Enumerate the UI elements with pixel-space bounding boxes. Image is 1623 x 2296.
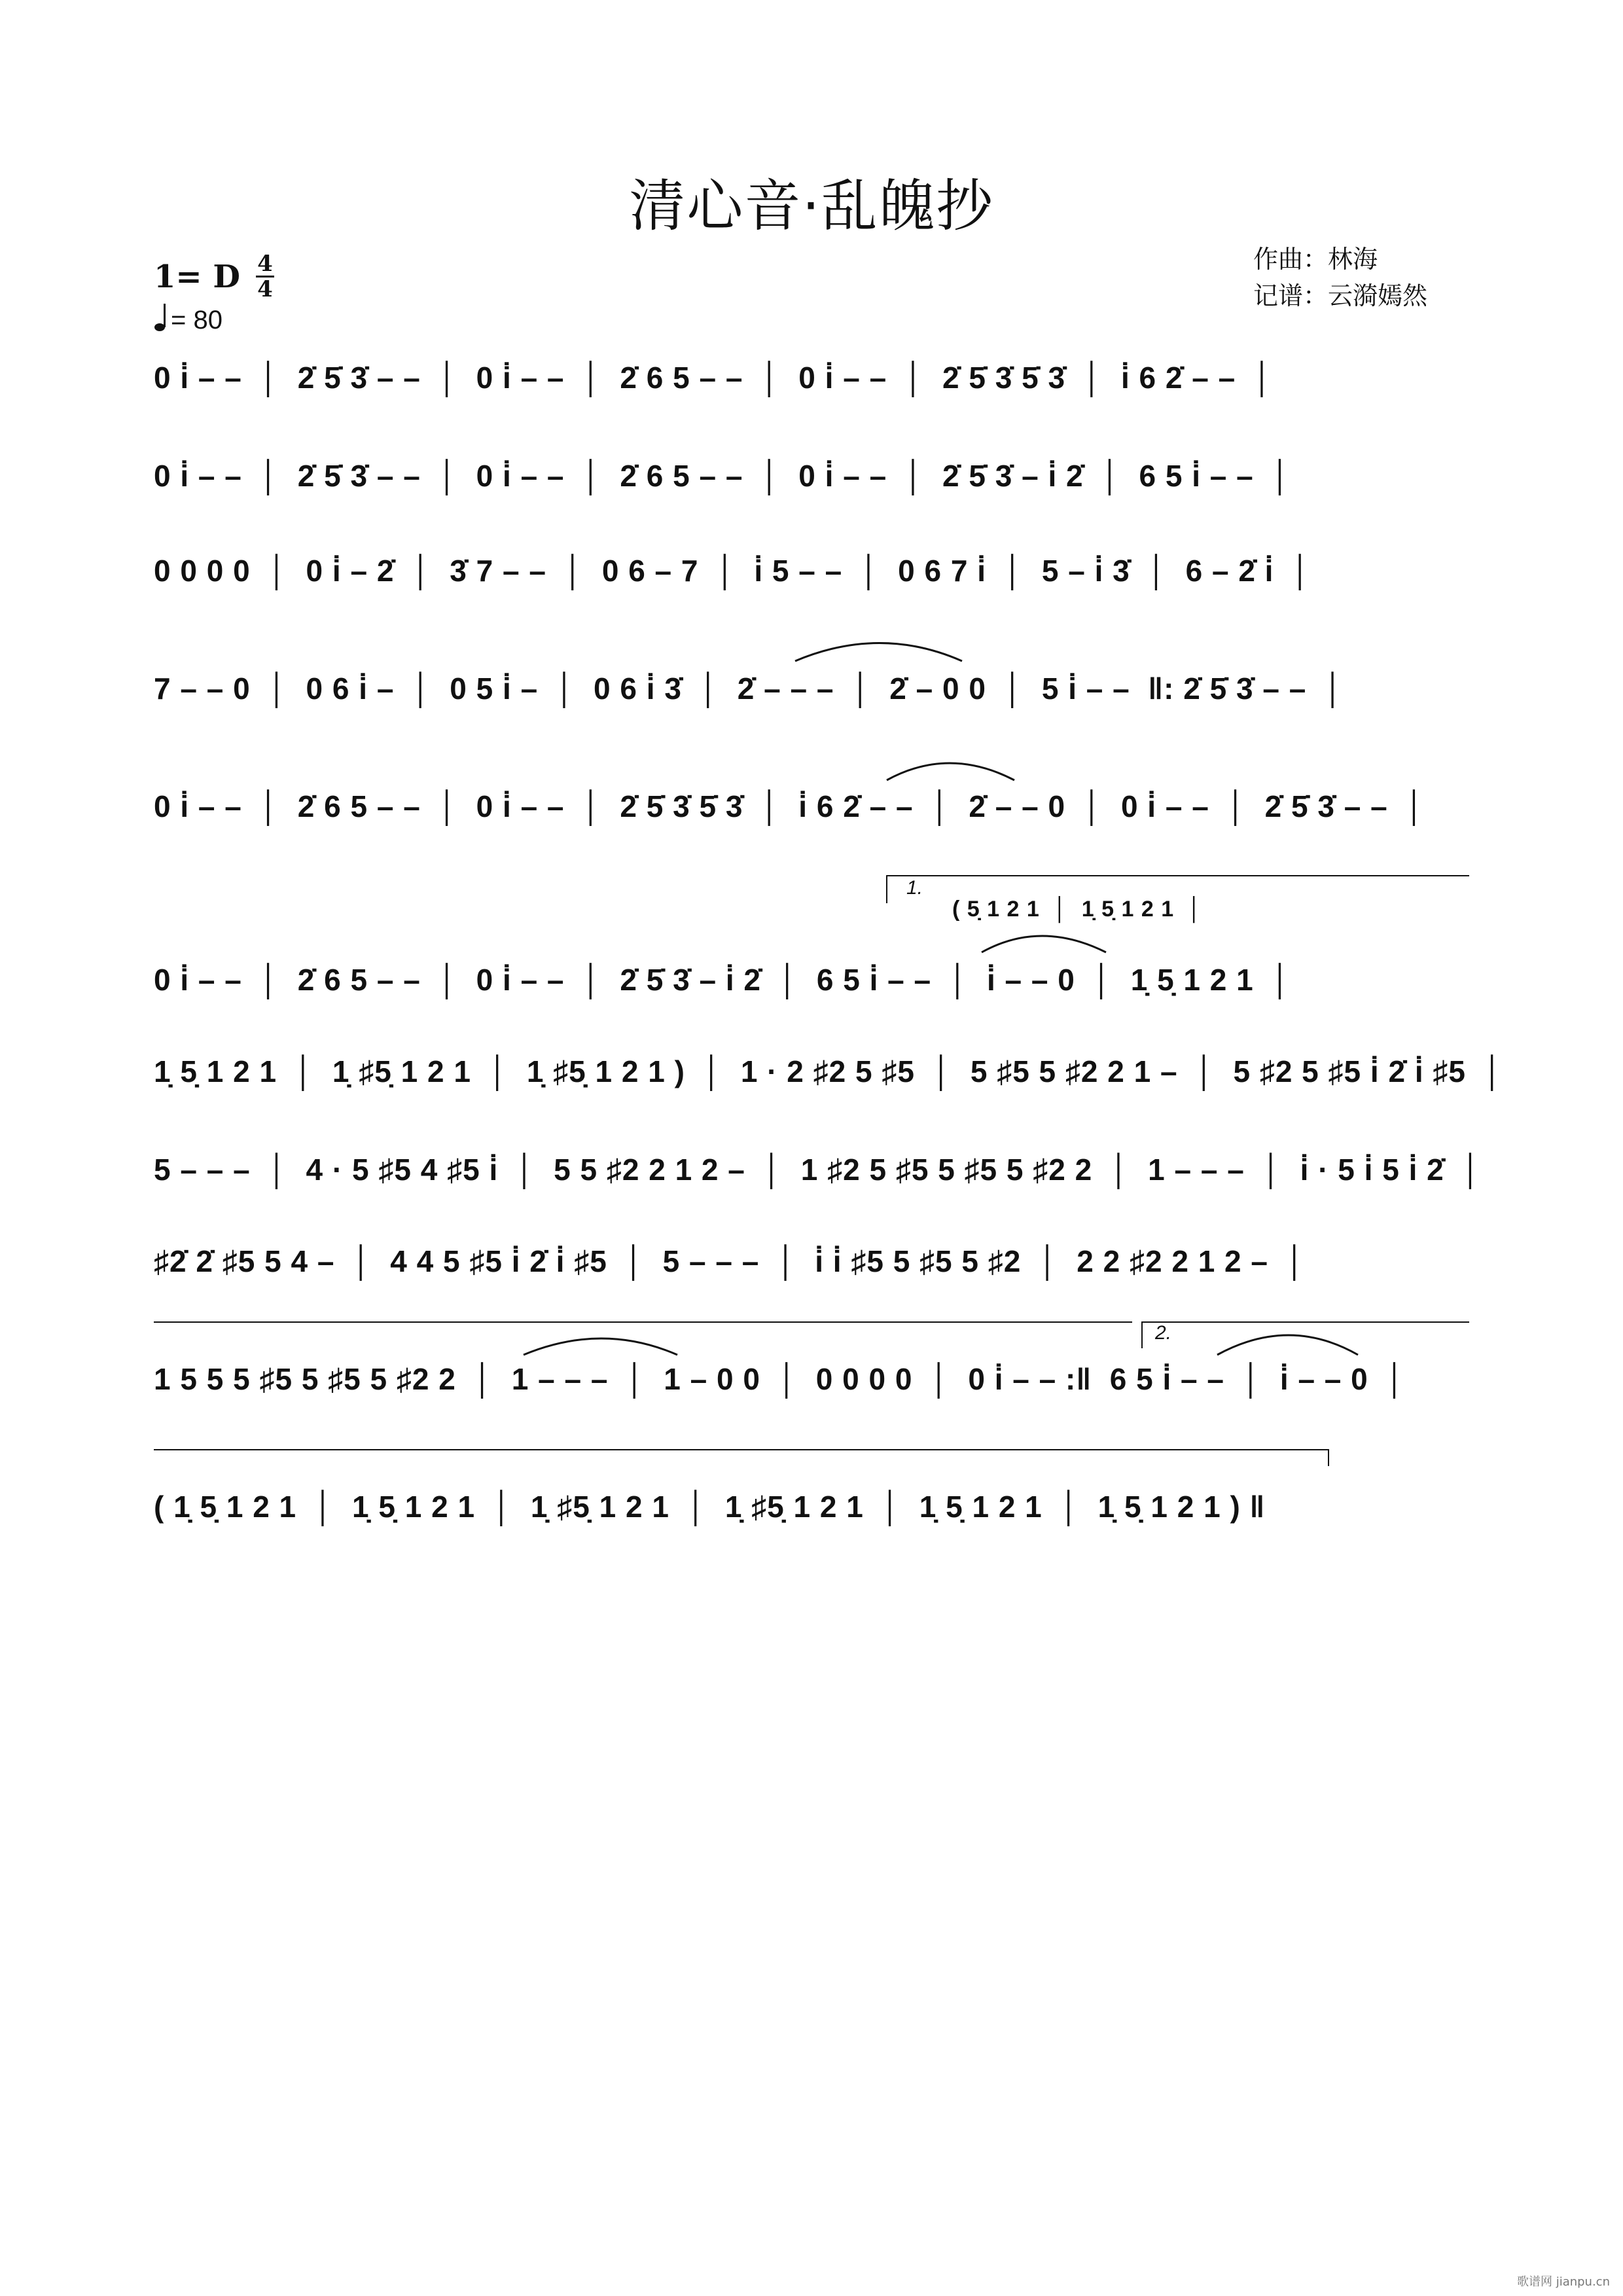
score-row-5: 0 i̇ – – │ 2̇ 6 5 – – │ 0 i̇ – – │ 2̇ 5̇ 3̇ 5̇ 3̇ │ i̇ 6 2̇ – – │ 2̇ – – 0 │ 0 i̇ – – │ 2̇ 5̇ 3̇ – – │ (154, 789, 1426, 823)
slur-row10b (1217, 1335, 1358, 1355)
volta-bracket-last (154, 1450, 1329, 1466)
volta-bracket-2 (1142, 1322, 1469, 1348)
score-row-11: ( 1̣ 5̣ 1 2 1 │ 1̣ 5̣ 1 2 1 │ 1̣ ♯5̣ 1 2 1 │ 1̣ ♯5̣ 1 2 1 │ 1̣ 5̣ 1 2 1 │ 1̣ 5̣ 1 2 1 ) ‖ (154, 1490, 1266, 1524)
score-row-6: 0 i̇ – – │ 2̇ 6 5 – – │ 0 i̇ – – │ 2̇ 5̇ 3̇ – i̇ 2̇ │ 6 5 i̇ – – │ i̇ – – 0 │ 1̣ 5̣ 1 2 1 │ (154, 963, 1292, 997)
score-row-9: ♯2̇ 2̇ ♯5 5 4 – │ 4 4 5 ♯5 i̇ 2̇ i̇ ♯5 │ 5 – – – │ i̇ i̇ ♯5 5 ♯5 5 ♯2 │ 2 2 ♯2 2 1 2 – │ (154, 1244, 1306, 1278)
credit-composer-value: 林海 (1328, 245, 1378, 274)
volta-bracket-1 (887, 876, 1469, 903)
slur-row4 (795, 643, 962, 662)
tempo-value: = 80 (171, 306, 223, 334)
watermark: 歌谱网 jianpu.cn (1516, 2275, 1610, 2289)
score-row-4: 7 – – 0 │ 0 6 i̇ – │ 0 5 i̇ – │ 0 6 i̇ 3̇ │ 2̇ – – – │ 2̇ – 0 0 │ 5 i̇ – – ‖: 2̇ 5̇ 3̇ – – │ (154, 672, 1344, 706)
time-signature-top: 4 (257, 251, 273, 277)
volta-aux-line: ( 5̣ 1 2 1 │ 1̣ 5̣ 1 2 1 │ (952, 897, 1203, 922)
slur-row6 (982, 936, 1106, 952)
score-row-7: 1̣ 5̣ 1 2 1 │ 1̣ ♯5̣ 1 2 1 │ 1̣ ♯5̣ 1 2 1 ) │ 1 · 2 ♯2 5 ♯5 │ 5 ♯5 5 ♯2 2 1 – │ 5 ♯2 5 ♯5 i̇ 2̇ i̇ ♯5 │ (154, 1054, 1504, 1088)
score-row-3: 0 0 0 0 │ 0 i̇ – 2̇ │ 3̇ 7 – – │ 0 6 – 7 │ i̇ 5 – – │ 0 6 7 i̇ │ 5 – i̇ 3̇ │ 6 – 2̇ i̇ │ (154, 554, 1311, 588)
credit-transcriber-label: 记谱 ： (1253, 281, 1328, 310)
key-signature: 1= D (154, 259, 240, 295)
volta-label-2: 2. (1155, 1322, 1172, 1344)
score-row-1: 0 i̇ – – │ 2̇ 5̇ 3̇ – – │ 0 i̇ – – │ 2̇ 6 5 – – │ 0 i̇ – – │ 2̇ 5̇ 3̇ 5̇ 3̇ │ i̇ 6 2̇ – – │ (154, 361, 1274, 395)
page-title: 清心音·乱魄抄 (629, 173, 994, 239)
credit-composer-label: 作曲 ： (1253, 245, 1328, 274)
slur-row10a (524, 1338, 677, 1355)
slur-row5 (887, 763, 1014, 780)
score-row-2: 0 i̇ – – │ 2̇ 5̇ 3̇ – – │ 0 i̇ – – │ 2̇ 6 5 – – │ 0 i̇ – – │ 2̇ 5̇ 3̇ – i̇ 2̇ │ 6 5 i̇ – – │ (154, 459, 1292, 493)
credit-transcriber-value: 云漪嫣然 (1328, 281, 1428, 310)
volta-label-1: 1. (906, 877, 923, 899)
score-row-10: 1 5 5 5 ♯5 5 ♯5 5 ♯2 2 │ 1 – – – │ 1 – 0 0 │ 0 0 0 0 │ 0 i̇ – – :‖ 6 5 i̇ – – │ i̇ – – 0 │ (154, 1362, 1406, 1396)
time-signature-bottom: 4 (257, 276, 273, 302)
score-row-8: 5 – – – │ 4 · 5 ♯5 4 ♯5 i̇ │ 5 5 ♯2 2 1 2 – │ 1 ♯2 5 ♯5 5 ♯5 5 ♯2 2 │ 1 – – – │ i̇ · 5 i̇ 5 i̇ 2̇ │ (154, 1153, 1482, 1187)
